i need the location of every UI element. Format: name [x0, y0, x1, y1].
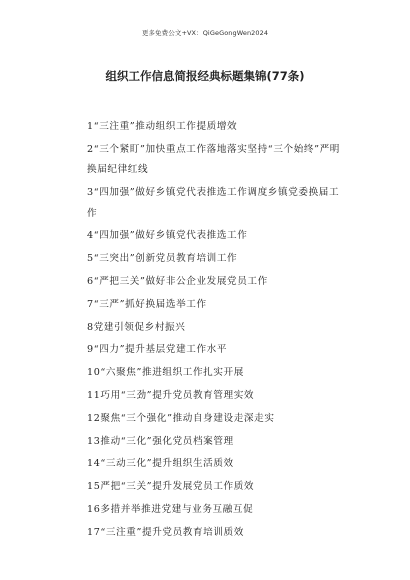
list-item: 13推动“三化”强化党员档案管理 — [87, 435, 234, 447]
list-item: 9“四力”提升基层党建工作水平 — [87, 344, 228, 356]
list-item: 11巧用“三劲”提升党员教育管理实效 — [87, 389, 255, 401]
list-item: 15严把“三关”提升发展党员工作质效 — [87, 481, 255, 493]
list-item: 10“六聚焦”推进组织工作扎实开展 — [87, 367, 244, 379]
document-title: 组织工作信息简报经典标题集锦(77条) — [105, 69, 305, 83]
list-item: 7“三严”抓好换届选举工作 — [87, 298, 207, 310]
list-item: 5“三突出”创新党员教育培训工作 — [87, 253, 238, 265]
list-item: 4“四加强”做好乡镇党代表推选工作 — [87, 230, 248, 242]
list-item: 1“三注重”推动组织工作提质增效 — [87, 121, 238, 132]
list-item: 16多措并举推进党建与业务互融互促 — [87, 503, 254, 515]
list-item: 2“三个紧盯”加快重点工作落地落实坚持“三个始终”严明换届纪律红线 — [87, 143, 340, 176]
list-item: 6“严把三关”做好非公企业发展党员工作 — [87, 275, 268, 287]
header-note: 更多免费公文+VX：QiGeGongWen2024 — [141, 29, 269, 37]
list-item: 12聚焦“三个强化”推动自身建设走深走实 — [87, 412, 275, 424]
list-item: 8党建引领促乡村振兴 — [87, 321, 186, 333]
title-list — [87, 117, 349, 546]
list-item: 17“三注重”提升党员教育培训质效 — [87, 526, 244, 538]
list-item: 3“四加强”做好乡镇党代表推选工作调度乡镇党委换届工作 — [87, 187, 340, 219]
list-item: 14“三动三化”提升组织生活质效 — [87, 458, 234, 470]
